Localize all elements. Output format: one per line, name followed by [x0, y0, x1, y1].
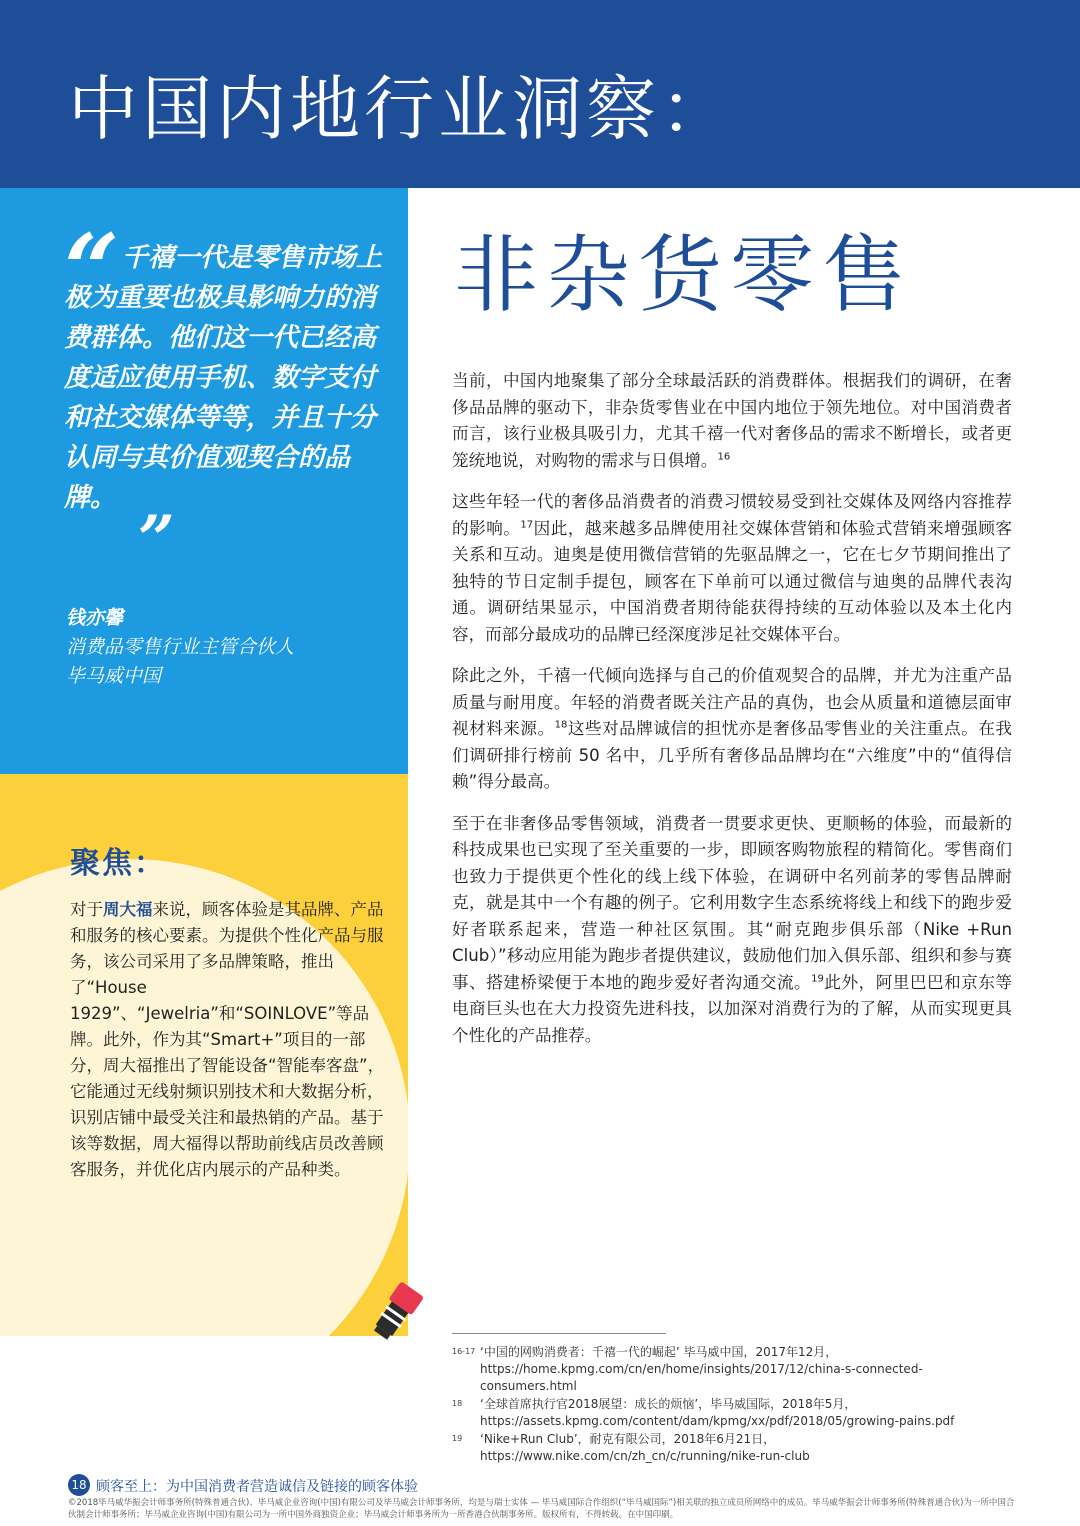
- paragraph: [452, 663, 1012, 796]
- paragraph-text: 这些年轻一代的奢侈品消费者的消费习惯较易受到社交媒体及网络内容推荐的影响。: [452, 492, 1012, 538]
- footnote: [452, 1431, 1012, 1465]
- section-title: 非杂货零售: [454, 226, 915, 324]
- focus-brand: 周大福: [103, 900, 153, 919]
- open-quote-icon: “: [64, 213, 120, 326]
- footnote-text[interactable]: ‘中国的网购消费者：千禧一代的崛起’ 毕马威中国，2017年12月，https://home.kpmg.com/cn/en/home/insights/2017/12/china-s-connected-consumers.html: [480, 1345, 923, 1393]
- footnote-ref: 18: [554, 719, 568, 731]
- paragraph-text: 因此，越来越多品牌使用社交媒体营销和体验式营销来增强顾客关系和互动。迪奥是使用微信营销的先驱品牌之一，它在七夕节期间推出了独特的节日定制手提包，顾客在下单前可以通过微信与迪奥的品牌代表沟通。调研结果显示，中国消费者期待能获得持续的互动体验以及本土化内容，而部分最成功的品牌已经深度涉足社交媒体平台。: [452, 518, 1013, 644]
- footnote-ref: 19: [811, 972, 824, 984]
- quote-body: 千禧一代是零售市场上极为重要也极具影响力的消费群体。他们这一代已经高度适应使用手机、数字支付和社交媒体等等，并且十分认同与其价值观契合的品牌。: [64, 243, 383, 513]
- focus-prefix: 对于: [70, 900, 103, 919]
- paragraph-text: 此外，阿里巴巴和京东等电商巨头也在大力投资先进科技，以加深对消费行为的了解，从而实现更具个性化的产品推荐。: [452, 972, 1013, 1045]
- close-quote-icon: ”: [138, 502, 175, 577]
- page-title: 中国内地行业洞察：: [68, 68, 734, 150]
- paragraph-text: 除此之外，千禧一代倾向选择与自己的价值观契合的品牌，并尤为注重产品质量与耐用度。年轻的消费者既关注产品的真伪，也会从质量和道德层面审视材料来源。: [452, 666, 1012, 738]
- article-body: [452, 368, 1012, 1064]
- footnote-number: 18: [452, 1399, 463, 1408]
- paragraph: [452, 489, 1012, 648]
- footnote: [452, 1344, 1012, 1395]
- footnote-divider: [452, 1333, 666, 1334]
- footnotes: [452, 1344, 1012, 1466]
- paragraph: [452, 811, 1012, 1050]
- quote-text: [64, 238, 394, 518]
- author-role: 消费品零售行业主管合伙人: [66, 636, 295, 658]
- footer-legal: ©2018毕马威华振会计师事务所(特殊普通合伙)、毕马威企业咨询(中国)有限公司及毕马威会计师事务所，均是与瑞士实体 — 毕马威国际合作组织(“毕马威国际”)相关联的独立成员所网络中的成员。毕马威华振会计师事务所(特殊普通合伙)为一所中国合伙制会计师事务所；毕马威企业咨询(中国)有限公司为一所中国外商独资企业；毕马威会计师事务所为一所香港合伙制事务所。版权所有，不得转载。在中国印刷。: [68, 1498, 1015, 1520]
- author-name: 钱亦馨: [66, 607, 124, 629]
- focus-text: [70, 897, 385, 1183]
- paragraph: [452, 368, 1012, 474]
- footnote-text[interactable]: ‘全球首席执行官2018展望：成长的烦恼’，毕马威国际，2018年5月，https://assets.kpmg.com/content/dam/kpmg/xx/pdf/2018/05/growing-pains.pdf: [480, 1397, 955, 1428]
- focus-body: 来说，顾客体验是其品牌、产品和服务的核心要素。为提供个性化产品与服务，该公司采用了多品牌策略，推出了“House 1929”、“Jewelria”和“SOINLOVE”等品牌。此外，作为其“Smart+”项目的一部分，周大福推出了智能设备“智能奉客盘”，它能通过无线射频识别技术和大数据分析，识别店铺中最受关注和最热销的产品。基于该等数据，周大福得以帮助前线店员改善顾客服务，并优化店内展示的产品种类。: [70, 900, 385, 1179]
- page-number: 18: [68, 1474, 90, 1496]
- flashlight-icon: [360, 1278, 432, 1348]
- footnote-ref: 16: [717, 450, 731, 462]
- footnote-number: 19: [452, 1434, 463, 1443]
- footer-title: 顾客至上：为中国消费者营造诚信及链接的顾客体验: [96, 1479, 418, 1495]
- footnote-text[interactable]: ‘Nike+Run Club’，耐克有限公司，2018年6月21日，https://www.nike.com/cn/zh_cn/c/running/nike-run-club: [480, 1432, 810, 1463]
- footnote: [452, 1396, 1012, 1430]
- focus-title: 聚焦：: [70, 846, 166, 881]
- footnote-ref: 17: [520, 518, 534, 530]
- paragraph-text: 这些对品牌诚信的担忧亦是奢侈品零售业的关注重点。在我们调研排行榜前 50 名中，几乎所有奢侈品品牌均在“六维度”中的“值得信赖”得分最高。: [452, 719, 1013, 791]
- paragraph-text: 当前，中国内地聚集了部分全球最活跃的消费群体。根据我们的调研，在奢侈品品牌的驱动下，非杂货零售业在中国内地位于领先地位。对中国消费者而言，该行业极具吸引力，尤其千禧一代对奢侈品的需求不断增长，或者更笼统地说，对购物的需求与日俱增。: [452, 371, 1012, 470]
- author-company: 毕马威中国: [66, 665, 162, 687]
- footnote-number: 16-17: [452, 1347, 476, 1356]
- quote-author: [66, 604, 396, 691]
- paragraph-text: 至于在非奢侈品零售领域，消费者一贯要求更快、更顺畅的体验，而最新的科技成果也已实现了至关重要的一步，即顾客购物旅程的精简化。零售商们也致力于提供更个性化的线上线下体验，在调研中名列前茅的零售品牌耐克，就是其中一个有趣的例子。它利用数字生态系统将线上和线下的跑步爱好者联系起来，营造一种社区氛围。其“耐克跑步俱乐部（Nike +Run Club）”移动应用能为跑步者提供建议，鼓励他们加入俱乐部、组织和参与赛事、搭建桥梁便于本地的跑步爱好者沟通交流。: [452, 813, 1012, 992]
- header-banner: [0, 0, 1080, 188]
